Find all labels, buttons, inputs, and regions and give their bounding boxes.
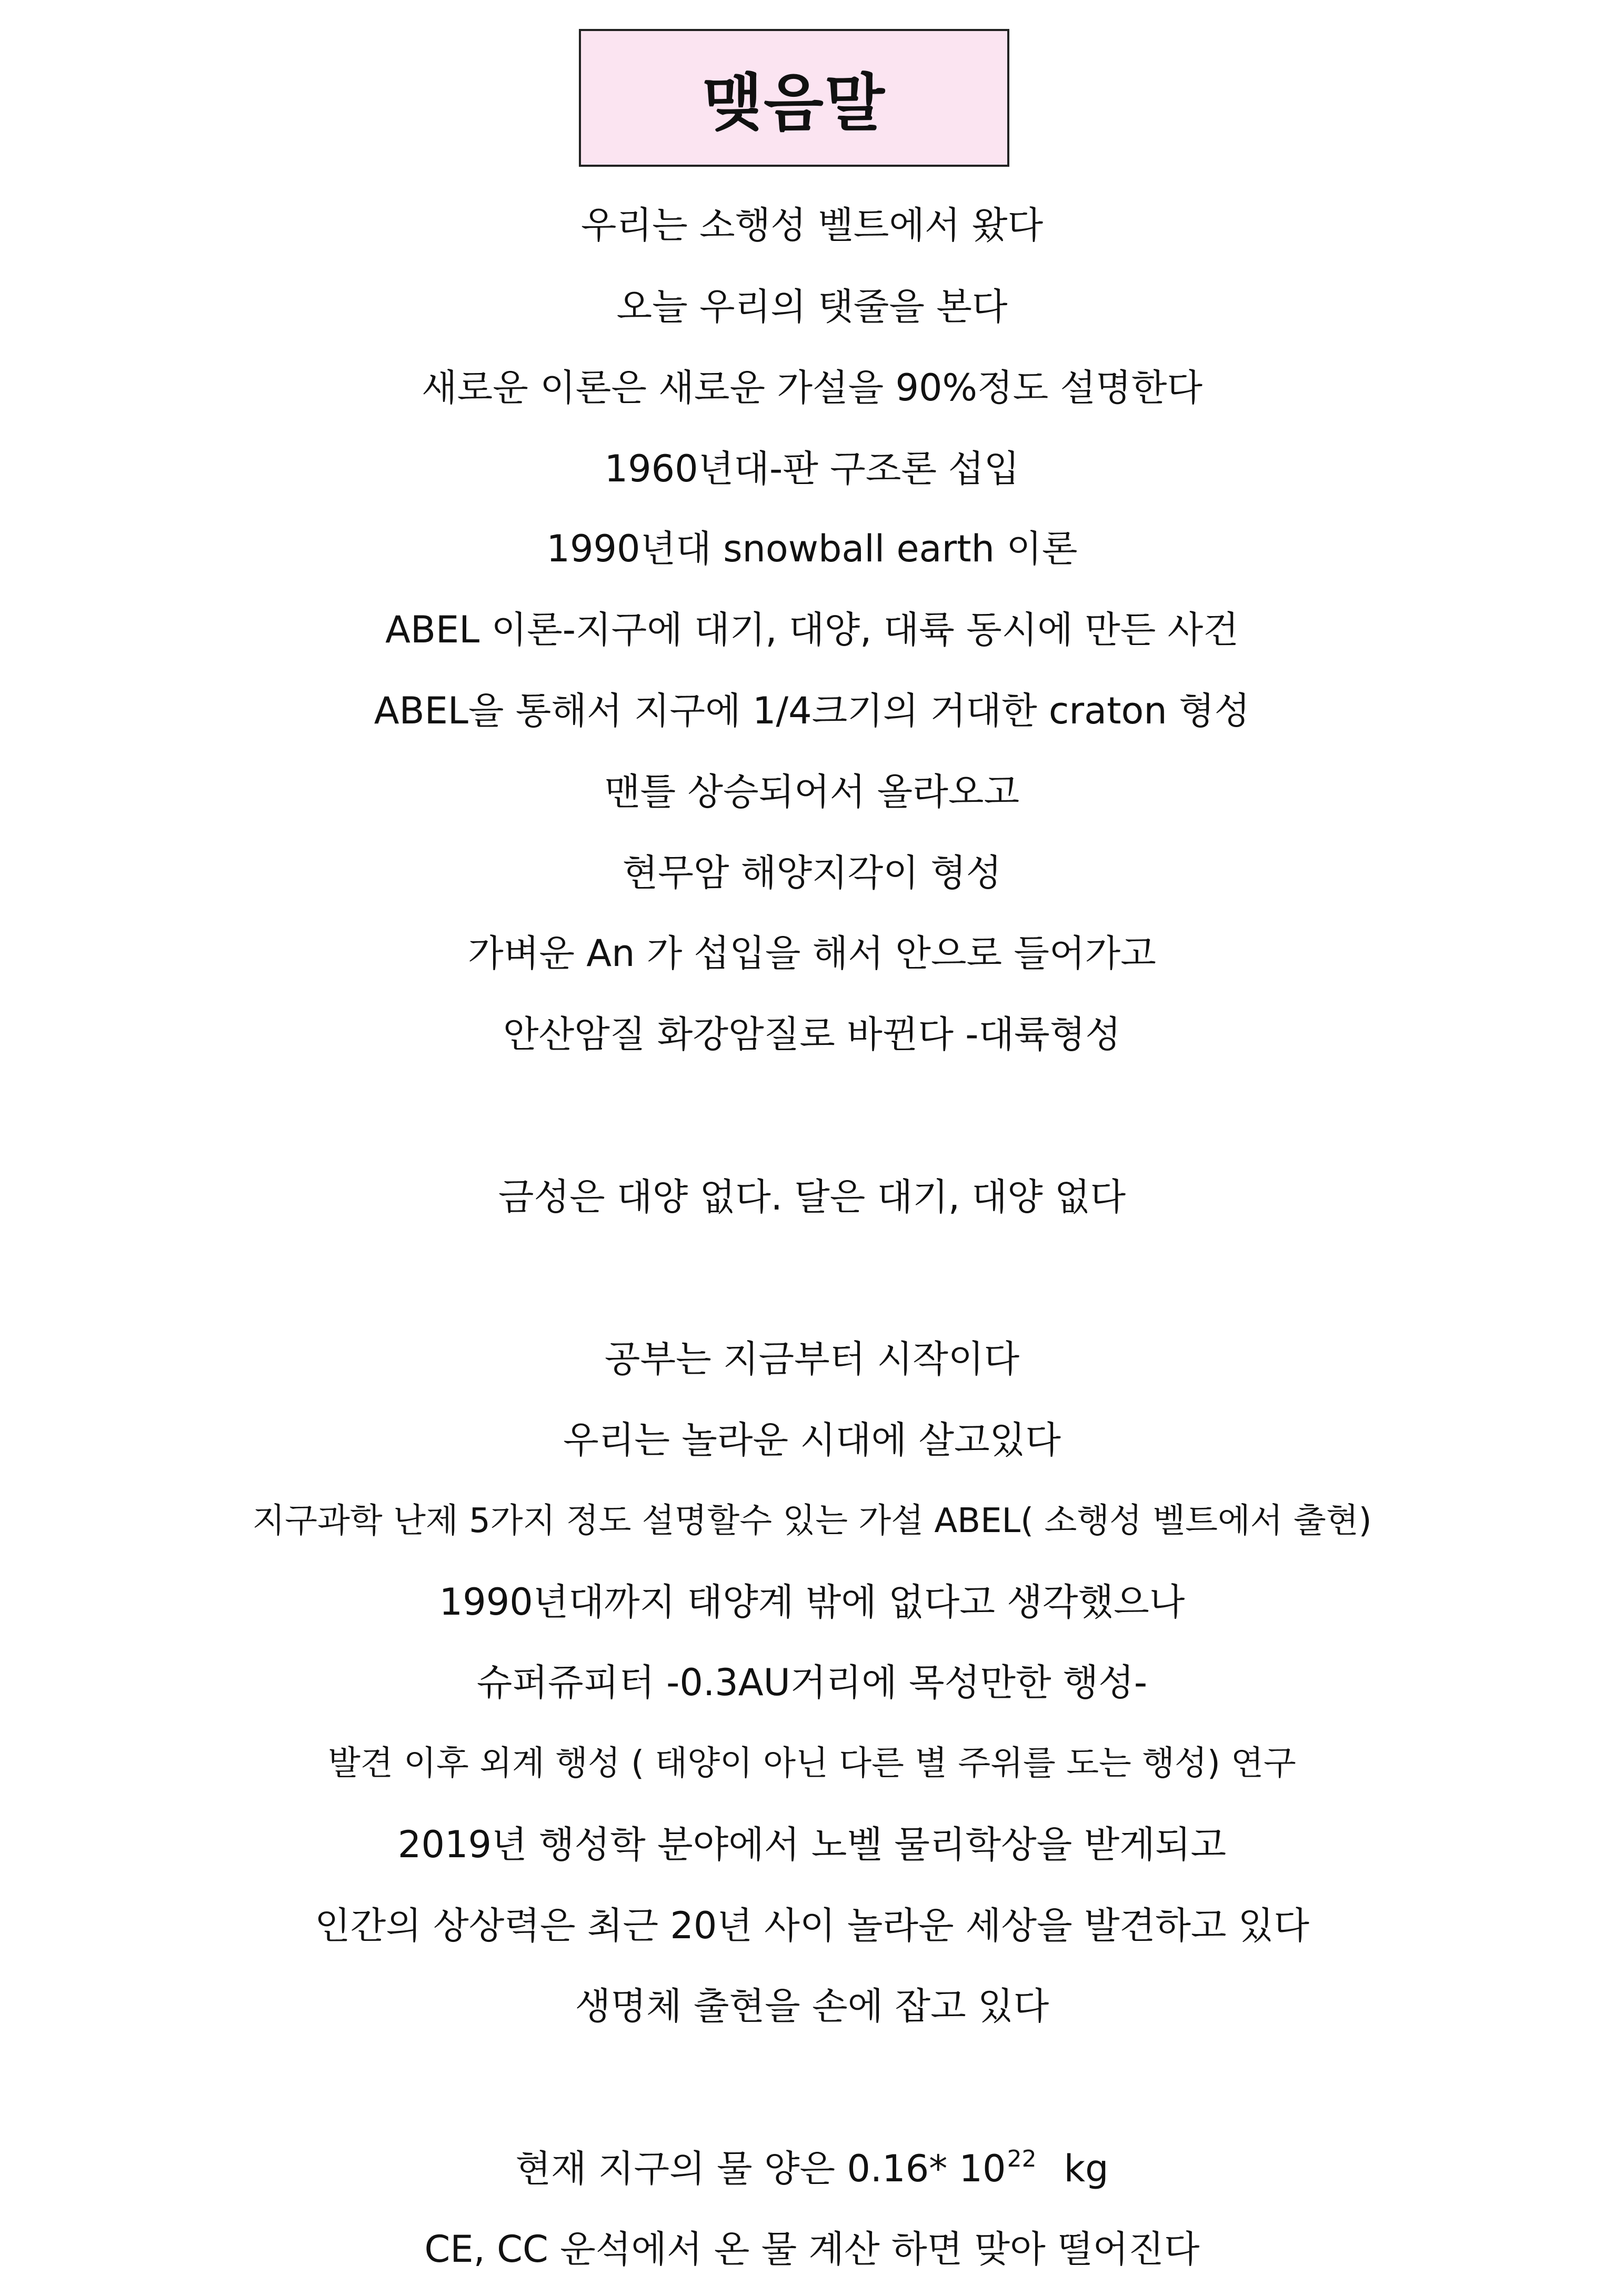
text-line: 맨틀 상승되어서 올라오고 <box>604 770 1020 813</box>
water-amount-text: 현재 지구의 물 양은 0.16* 10 <box>515 2147 1006 2190</box>
text-line: 슈퍼쥬피터 -0.3AU거리에 목성만한 행성- <box>476 1661 1148 1704</box>
text-line: 금성은 대양 없다. 달은 대기, 대양 없다 <box>498 1175 1126 1219</box>
text-line: ABEL을 통해서 지구에 1/4크기의 거대한 craton 형성 <box>374 689 1250 732</box>
text-line: 가벼운 An 가 섭입을 해서 안으로 들어가고 <box>468 932 1156 975</box>
text-line: 1990년대 snowball earth 이론 <box>546 527 1078 570</box>
water-exponent: 22 <box>1007 2146 1037 2172</box>
water-amount-line <box>0 2145 1624 2198</box>
text-line: 안산암질 화강암질로 바뀐다 -대륙형성 <box>503 1013 1121 1056</box>
text-line: 오늘 우리의 탯줄을 본다 <box>616 285 1008 328</box>
text-line: 공부는 지금부터 시작이다 <box>604 1337 1020 1381</box>
water-unit: kg <box>1064 2147 1109 2190</box>
text-line: 우리는 놀라운 시대에 살고있다 <box>563 1418 1061 1462</box>
text-line: 우리는 소행성 벨트에서 왔다 <box>580 204 1044 247</box>
text-line: 현무암 해양지각이 형성 <box>622 851 1002 894</box>
text-line: 인간의 상상력은 최근 20년 사이 놀라운 세상을 발견하고 있다 <box>315 1904 1309 1947</box>
text-line: 새로운 이론은 새로운 가설을 90%정도 설명한다 <box>422 366 1202 409</box>
text-line: CE, CC 운석에서 온 물 계산 하면 맞아 떨어진다 <box>424 2228 1200 2271</box>
text-line: 1960년대-판 구조론 섭입 <box>604 447 1020 490</box>
title-box <box>579 29 1009 167</box>
text-line: ABEL 이론-지구에 대기, 대양, 대륙 동시에 만든 사건 <box>385 608 1239 651</box>
text-line: 2019년 행성학 분야에서 노벨 물리학상을 받게되고 <box>397 1823 1227 1866</box>
text-line: 지구과학 난제 5가지 정도 설명할수 있는 가설 ABEL( 소행성 벨트에서 출현) <box>252 1502 1372 1540</box>
text-line: 발견 이후 외계 행성 ( 태양이 아닌 다른 별 주위를 도는 행성) 연구 <box>328 1744 1296 1783</box>
text-line: 생명체 출현을 손에 잡고 있다 <box>575 1985 1049 2028</box>
page-title: 맺음말 <box>703 67 886 139</box>
text-line: 1990년대까지 태양계 밖에 없다고 생각했으나 <box>439 1580 1185 1624</box>
